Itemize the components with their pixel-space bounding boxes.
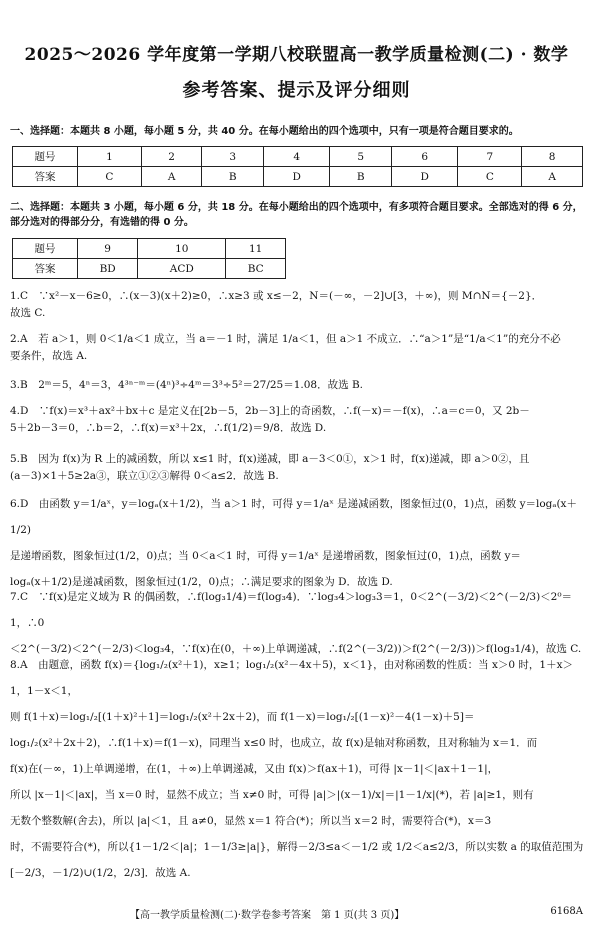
solution-5: [10, 451, 585, 485]
solution-line: 所以 |x－1|＜|ax|，当 x＝0 时，显然不成立；当 x≠0 时，可得 |a|＞|(x－1)/x|＝|1－1/x|(*)，若 |a|≥1，则有: [10, 789, 534, 801]
solution-line: 无数个整数解(舍去)，所以 |a|＜1，且 a≠0，显然 x＝1 符合(*)；所以当 x＝2 时，需要符合(*)，x＝3: [10, 815, 492, 827]
row-label: 答案: [13, 167, 78, 187]
table-cell: 1: [78, 147, 142, 167]
section2-heading: 二、选择题：本题共 3 小题，每小题 6 分，共 18 分。在每小题给出的四个选项中，有多项符合题目要求。全部选对的得 6 分，部分选对的得部分分，有选错的得 0 分。: [10, 202, 583, 228]
table-cell: 7: [458, 147, 522, 167]
table-cell: D: [263, 167, 329, 187]
solution-line: [－2/3，－1/2)∪(1/2，2/3]．故选 A.: [10, 867, 191, 879]
solution-line: 2.A 若 a＞1，则 0＜1/a＜1 成立，当 a＝－1 时，满足 1/a＜1，但 a＞1 不成立．∴“a＞1”是“1/a＜1”的充分不必: [10, 333, 561, 345]
solution-6: [10, 491, 585, 595]
table-cell: 3: [202, 147, 264, 167]
solution-line: 是递增函数，图象恒过(1/2，0)点；当 0＜a＜1 时，可得 y＝1/aˣ 是递增函数，图象恒过(0，1)点，函数 y＝: [10, 550, 521, 562]
solution-line: 要条件，故选 A.: [10, 350, 88, 362]
solution-line: 6.D 由函数 y＝1/aˣ，y＝logₐ(x＋1/2)，当 a＞1 时，可得 y＝1/aˣ 是递减函数，图象恒过(0，1)点，函数 y＝logₐ(x＋1/2): [10, 498, 577, 536]
table-cell: 10: [138, 239, 226, 259]
row-label: 答案: [13, 259, 78, 279]
table-cell: BD: [78, 259, 138, 279]
table-cell: C: [458, 167, 522, 187]
solution-line: 1.C ∵x²－x－6≥0，∴(x－3)(x＋2)≥0，∴x≥3 或 x≤－2，N＝(－∞，－2]∪[3，＋∞)，则 M∩N＝{－2}．: [10, 290, 543, 302]
page-subtitle: 参考答案、提示及评分细则: [182, 80, 411, 101]
solution-line: log₁/₂(x²＋2x＋2)，∴f(1＋x)＝f(1－x)，同理当 x≤0 时，也成立，故 f(x)是轴对称函数，且对称轴为 x＝1．而: [10, 737, 538, 749]
solution-3: [10, 377, 585, 394]
page-title: 2025～2026 学年度第一学期八校联盟高一教学质量检测(二) · 数学: [24, 45, 569, 65]
solution-line: f(x)在(－∞，1)上单调递增，在(1，＋∞)上单调递减，又由 f(x)＞f(ax＋1)，可得 |x－1|＜|ax＋1－1|，: [10, 763, 499, 775]
solution-line: 8.A 由题意，函数 f(x)＝{log₁/₂(x²＋1)，x≥1；log₁/₂(x²－4x＋5)，x＜1}，由对称函数的性质：当 x＞0 时，1＋x＞1，1－x＜1，: [10, 659, 574, 697]
solution-7: [10, 584, 585, 662]
solution-line: 7.C ∵f(x)是定义域为 R 的偶函数，∴f(log₃1/4)＝f(log₃4)．∵log₃4＞log₃3＝1，0＜2^(－3/2)＜2^(－2/3)＜2⁰＝1，∴0: [10, 591, 573, 629]
section1-heading: 一、选择题：本题共 8 小题，每小题 5 分，共 40 分。在每小题给出的四个选项中，只有一项是符合题目要求的。: [10, 126, 519, 137]
table-cell: C: [78, 167, 142, 187]
table-cell: BC: [226, 259, 286, 279]
table-cell: 6: [391, 147, 457, 167]
table-cell: A: [522, 167, 583, 187]
solution-line: 时，不需要符合(*)，所以{1－1/2＜|a|；1－1/3≥|a|}，解得－2/3≤a＜－1/2 或 1/2＜a≤2/3，所以实数 a 的取值范围为: [10, 841, 584, 853]
table-cell: 4: [263, 147, 329, 167]
footer-page-info: 【高一教学质量检测(二)·数学卷参考答案 第 1 页(共 3 页)】: [130, 910, 405, 921]
solution-line: 4.D ∵f(x)＝x³＋ax²＋bx＋c 是定义在[2b－5，2b－3]上的奇函数，∴f(－x)＝－f(x)，∴a＝c＝0，又 2b－: [10, 405, 530, 417]
table-cell: A: [141, 167, 202, 187]
solution-line: 3.B 2ᵐ＝5，4ⁿ＝3，4³ⁿ⁻ᵐ＝(4ⁿ)³÷4ᵐ＝3³÷5²＝27/25＝1.08．故选 B.: [10, 379, 364, 391]
solution-1: [10, 288, 585, 322]
solution-line: 故选 C.: [10, 307, 46, 319]
table-cell: 8: [522, 147, 583, 167]
table-cell: B: [330, 167, 392, 187]
table-row-numbers: [13, 147, 583, 167]
table-cell: 11: [226, 239, 286, 259]
table-cell: B: [202, 167, 264, 187]
solution-line: 则 f(1＋x)＝log₁/₂[(1＋x)²＋1]＝log₁/₂(x²＋2x＋2)，而 f(1－x)＝log₁/₂[(1－x)²－4(1－x)＋5]＝: [10, 711, 475, 723]
solution-line: 5＋2b－3＝0，∴b＝2，∴f(x)＝x³＋2x，∴f(1/2)＝9/8．故选 D.: [10, 422, 327, 434]
table-row-answers: [13, 167, 583, 187]
solution-line: logₐ(x＋1/2)是递减函数，图象恒过(1/2，0)点；∴满足要求的图象为 D．故选 D.: [10, 576, 393, 588]
table-cell: 2: [141, 147, 202, 167]
table-cell: D: [391, 167, 457, 187]
answer-table-1: [12, 146, 583, 187]
row-label: 题号: [13, 147, 78, 167]
solution-line: (a－3)×1＋5≥2a③，联立①②③解得 0＜a≤2．故选 B.: [10, 470, 279, 482]
table-cell: 9: [78, 239, 138, 259]
table-row-numbers: [13, 239, 286, 259]
answer-table-2: [12, 238, 286, 279]
table-cell: ACD: [138, 259, 226, 279]
solution-line: 5.B 因为 f(x)为 R 上的减函数，所以 x≤1 时，f(x)递减，即 a－3＜0①，x＞1 时，f(x)递减，即 a＞0②，且: [10, 453, 530, 465]
solution-4: [10, 403, 585, 437]
table-cell: 5: [330, 147, 392, 167]
solution-line: ＜2^(－3/2)＜2^(－2/3)＜log₃4，∵f(x)在(0，＋∞)上单调递减，∴f(2^(－3/2))＞f(2^(－2/3))＞f(log₃1/4)，故选 C.: [10, 643, 582, 655]
row-label: 题号: [13, 239, 78, 259]
table-row-answers: [13, 259, 286, 279]
solution-2: [10, 331, 585, 365]
footer-code: 6168A: [550, 906, 583, 917]
solution-8: [10, 652, 585, 886]
